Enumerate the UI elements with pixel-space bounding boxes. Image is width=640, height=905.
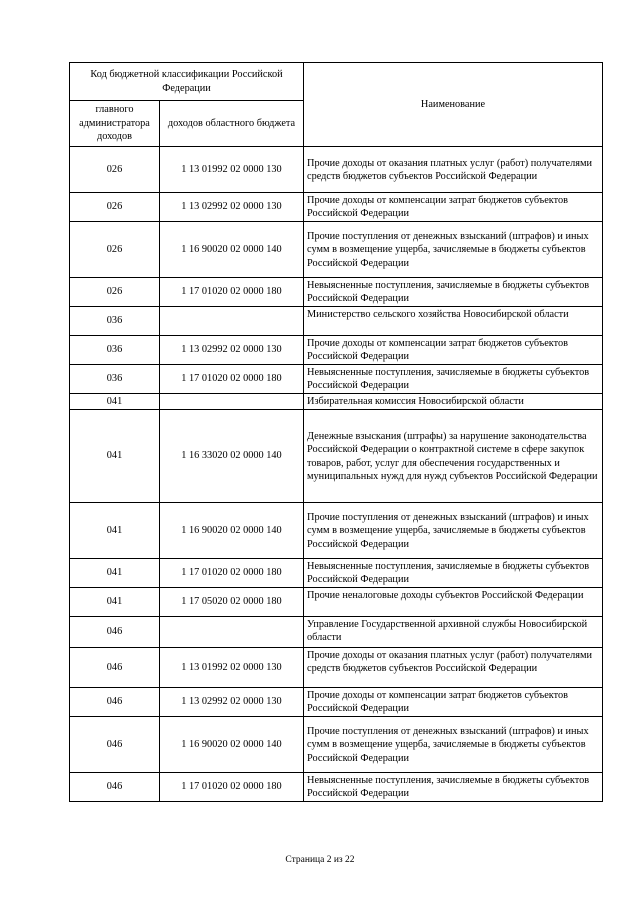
income-code-cell: 1 17 01020 02 0000 180	[160, 559, 304, 588]
admin-code-cell: 046	[70, 617, 160, 648]
name-cell: Прочие доходы от оказания платных услуг (работ) получателями средств бюджетов субъектов Российской Федерации	[304, 648, 603, 688]
income-code-cell	[160, 307, 304, 336]
name-cell: Прочие поступления от денежных взысканий (штрафов) и иных сумм в возмещение ущерба, зачисляемые в бюджеты субъектов Российской Федерации	[304, 717, 603, 773]
income-code-cell: 1 17 01020 02 0000 180	[160, 773, 304, 802]
table-row	[70, 503, 603, 559]
name-cell: Прочие поступления от денежных взысканий (штрафов) и иных сумм в возмещение ущерба, зачисляемые в бюджеты субъектов Российской Федерации	[304, 222, 603, 278]
table-row	[70, 410, 603, 503]
income-code-cell	[160, 617, 304, 648]
table-body	[70, 147, 603, 802]
income-code-cell: 1 13 02992 02 0000 130	[160, 193, 304, 222]
admin-code-cell: 046	[70, 773, 160, 802]
name-cell: Прочие доходы от компенсации затрат бюджетов субъектов Российской Федерации	[304, 193, 603, 222]
table-row	[70, 278, 603, 307]
income-code-cell: 1 13 02992 02 0000 130	[160, 336, 304, 365]
name-cell: Избирательная комиссия Новосибирской области	[304, 394, 603, 410]
table-row	[70, 717, 603, 773]
income-code-cell: 1 17 01020 02 0000 180	[160, 365, 304, 394]
admin-code-cell: 041	[70, 503, 160, 559]
name-cell: Министерство сельского хозяйства Новосибирской области	[304, 307, 603, 336]
table-row	[70, 648, 603, 688]
income-code-cell: 1 16 90020 02 0000 140	[160, 222, 304, 278]
income-code-cell: 1 16 33020 02 0000 140	[160, 410, 304, 503]
table-row	[70, 559, 603, 588]
income-code-cell: 1 13 02992 02 0000 130	[160, 688, 304, 717]
admin-code-cell: 041	[70, 559, 160, 588]
income-code-cell	[160, 394, 304, 410]
name-cell: Невыясненные поступления, зачисляемые в бюджеты субъектов Российской Федерации	[304, 559, 603, 588]
table-row	[70, 617, 603, 648]
header-admin: главного администратора доходов	[70, 101, 160, 147]
name-cell: Денежные взыскания (штрафы) за нарушение законодательства Российской Федерации о контрактной системе в сфере закупок товаров, работ, услуг для обеспечения государственных и муниципальных нужд для нужд субъектов Российской Федерации	[304, 410, 603, 503]
income-code-cell: 1 16 90020 02 0000 140	[160, 503, 304, 559]
table-row	[70, 336, 603, 365]
name-cell: Прочие поступления от денежных взысканий (штрафов) и иных сумм в возмещение ущерба, зачисляемые в бюджеты субъектов Российской Федерации	[304, 503, 603, 559]
income-code-cell: 1 17 01020 02 0000 180	[160, 278, 304, 307]
admin-code-cell: 026	[70, 193, 160, 222]
admin-code-cell: 036	[70, 336, 160, 365]
income-code-cell: 1 13 01992 02 0000 130	[160, 147, 304, 193]
name-cell: Прочие доходы от оказания платных услуг (работ) получателями средств бюджетов субъектов Российской Федерации	[304, 147, 603, 193]
table-row	[70, 688, 603, 717]
admin-code-cell: 046	[70, 648, 160, 688]
table-header	[70, 63, 603, 147]
table-row	[70, 365, 603, 394]
name-cell: Невыясненные поступления, зачисляемые в бюджеты субъектов Российской Федерации	[304, 365, 603, 394]
header-name: Наименование	[304, 63, 603, 147]
admin-code-cell: 026	[70, 278, 160, 307]
admin-code-cell: 026	[70, 147, 160, 193]
admin-code-cell: 041	[70, 410, 160, 503]
admin-code-cell: 046	[70, 688, 160, 717]
table-row	[70, 588, 603, 617]
income-code-cell: 1 13 01992 02 0000 130	[160, 648, 304, 688]
budget-classification-table	[69, 62, 603, 802]
admin-code-cell: 036	[70, 307, 160, 336]
income-code-cell: 1 16 90020 02 0000 140	[160, 717, 304, 773]
table-row	[70, 193, 603, 222]
name-cell: Невыясненные поступления, зачисляемые в бюджеты субъектов Российской Федерации	[304, 278, 603, 307]
name-cell: Прочие доходы от компенсации затрат бюджетов субъектов Российской Федерации	[304, 336, 603, 365]
admin-code-cell: 046	[70, 717, 160, 773]
admin-code-cell: 041	[70, 588, 160, 617]
income-code-cell: 1 17 05020 02 0000 180	[160, 588, 304, 617]
admin-code-cell: 036	[70, 365, 160, 394]
table-row	[70, 773, 603, 802]
header-income: доходов областного бюджета	[160, 101, 304, 147]
table-row	[70, 307, 603, 336]
table-row	[70, 394, 603, 410]
name-cell: Прочие неналоговые доходы субъектов Российской Федерации	[304, 588, 603, 617]
page-footer: Страница 2 из 22	[285, 855, 355, 865]
name-cell: Управление Государственной архивной службы Новосибирской области	[304, 617, 603, 648]
name-cell: Прочие доходы от компенсации затрат бюджетов субъектов Российской Федерации	[304, 688, 603, 717]
admin-code-cell: 026	[70, 222, 160, 278]
name-cell: Невыясненные поступления, зачисляемые в бюджеты субъектов Российской Федерации	[304, 773, 603, 802]
table-row	[70, 147, 603, 193]
admin-code-cell: 041	[70, 394, 160, 410]
header-group-title: Код бюджетной классификации Российской Федерации	[70, 63, 304, 101]
table-row	[70, 222, 603, 278]
